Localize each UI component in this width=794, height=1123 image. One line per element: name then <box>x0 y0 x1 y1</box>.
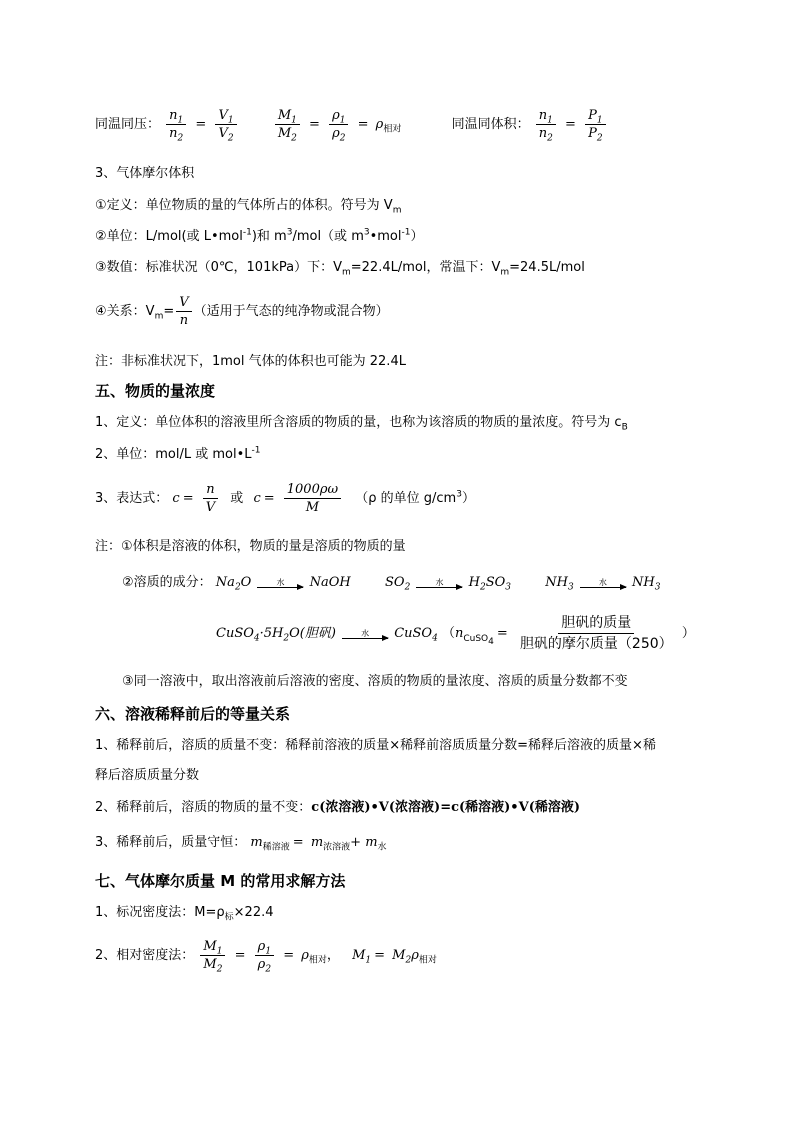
dilution-mass-2: 释后溶质质量分数 <box>95 768 200 783</box>
dilution-mass-1: 1、稀释前后，溶质的质量不变：稀释前溶液的质量×稀释前溶质质量分数=稀释后溶液的质量×稀 <box>95 738 656 753</box>
solute-components: ②溶质的成分： $Na_2O$ 水 NaOH $SO_2$ 水 $H_2SO_3$ $NH_3$ 水 $NH_3$ <box>122 575 661 593</box>
relative-density-method: 2、相对密度法： $\frac{M_1}{M_2}$ = $\frac{\rho_1}{\rho_2}$ = $\rho_{相对}$， $M_1 = M_2\rho_{相对}$ <box>95 939 437 975</box>
reaction-arrow: 水 <box>257 578 303 588</box>
fraction-blue-vitriol: $\frac{\text{胆矾的质量}}{\text{胆矾的摩尔质量（250）}}$ <box>519 615 673 652</box>
vm-relation: ④关系：$V_m=$ $\frac{V}{n}$ （适用于气态的纯净物或混合物） <box>95 295 389 328</box>
fraction-v1-v2: $\frac{V_1}{V_2}$ <box>215 107 236 142</box>
fraction-rho1-rho2-b: $\frac{\rho_1}{\rho_2}$ <box>255 938 274 973</box>
reaction-arrow: 水 <box>416 578 462 588</box>
heading-5: 五、物质的量浓度 <box>95 382 216 400</box>
section-molar-volume-title: 3、气体摩尔体积 <box>95 166 195 181</box>
rho-relative: $\rho_{相对}$ <box>375 117 402 135</box>
blue-vitriol-equation: $CuSO_4\cdot 5H_2O$(胆矾) 水 CuSO$_4$ （$n_{CuSO_4}=$ $\frac{\text{胆矾的质量}}{\text{胆矾的摩尔质量（250）}}$ ） <box>216 615 695 652</box>
fraction-p1-p2: $\frac{P_1}{P_2}$ <box>585 107 605 142</box>
conc-expression: 3、表达式： c = $\frac{n}{V}$ 或 c = $\frac{1000\rho\omega}{M}$ （ρ 的单位 $g/cm^3$） <box>95 482 475 515</box>
reaction-arrow: 水 <box>580 578 626 588</box>
conc-unit: 2、单位：mol/L 或 $mol•L^{-1}$ <box>95 445 261 462</box>
heading-6: 六、溶液稀释前后的等量关系 <box>95 705 291 723</box>
gas-law-line: 同温同压： $\frac{n_1}{n_2}$ = $\frac{V_1}{V_2}$ $\frac{M_1}{M_2}$ = $\frac{\rho_1}{\rho_2}$ = $\rho_{相对}$ 同温同体积： $\frac{n_1}{n_2}$ = $\frac{P_1}{P_2}$ <box>95 103 608 147</box>
fraction-m1-m2: $\frac{M_1}{M_2}$ <box>275 107 300 142</box>
label-same-tv: 同温同体积： <box>451 117 530 132</box>
fraction-rho1-rho2: $\frac{\rho_1}{\rho_2}$ <box>329 107 348 142</box>
fraction-n1-n2: $\frac{n_1}{n_2}$ <box>166 107 186 142</box>
std-density-method: 1、标况密度法：$M=\rho_标\times 22.4$ <box>95 905 274 923</box>
vm-definition: ①定义：单位物质的量的气体所占的体积。符号为 $V_m$ <box>95 198 402 216</box>
fraction-v-n: $\frac{V}{n}$ <box>176 294 191 329</box>
label-same-tp: 同温同压： <box>95 117 161 132</box>
vm-unit: ②单位：L/mol(或 L•mol$^{-1}$)和 $m^3/mol$（或 $m^3•mol^{-1}$） <box>95 227 424 244</box>
heading-7: 七、气体摩尔质量 M 的常用求解方法 <box>95 872 346 890</box>
reaction-arrow: 水 <box>342 629 388 639</box>
fraction-1000-rho-omega: $\frac{1000\rho\omega}{M}$ <box>284 481 341 516</box>
fraction-m1-m2-b: $\frac{M_1}{M_2}$ <box>200 938 225 973</box>
fraction-n-v: $\frac{n}{V}$ <box>203 481 218 516</box>
conc-definition: 1、定义：单位体积的溶液里所含溶质的物质的量，也称为该溶质的物质的量浓度。符号为 $c_B$ <box>95 415 628 433</box>
dilution-moles: 2、稀释前后，溶质的物质的量不变：c(浓溶液)•V(浓溶液)=c(稀溶液)•V(稀溶液) <box>95 800 581 815</box>
note-volume: 注：①体积是溶液的体积，物质的量是溶质的物质的量 <box>95 539 406 554</box>
fraction-n1-n2-b: $\frac{n_1}{n_2}$ <box>536 107 556 142</box>
dilution-mass-conservation: 3、稀释前后，质量守恒： $m_{稀溶液} = m_{浓溶液}+ m_水$ <box>95 835 387 853</box>
note-nonstandard: 注：非标准状况下，1mol 气体的体积也可能为 22.4L <box>95 354 406 369</box>
note-invariant: ③同一溶液中，取出溶液前后溶液的密度、溶质的物质的量浓度、溶质的质量分数都不变 <box>122 674 628 689</box>
vm-value: ③数值：标准状况（0℃，101kPa）下：$V_m=22.4L$/mol，常温下：$V_m=24.5L$/mol <box>95 260 585 278</box>
